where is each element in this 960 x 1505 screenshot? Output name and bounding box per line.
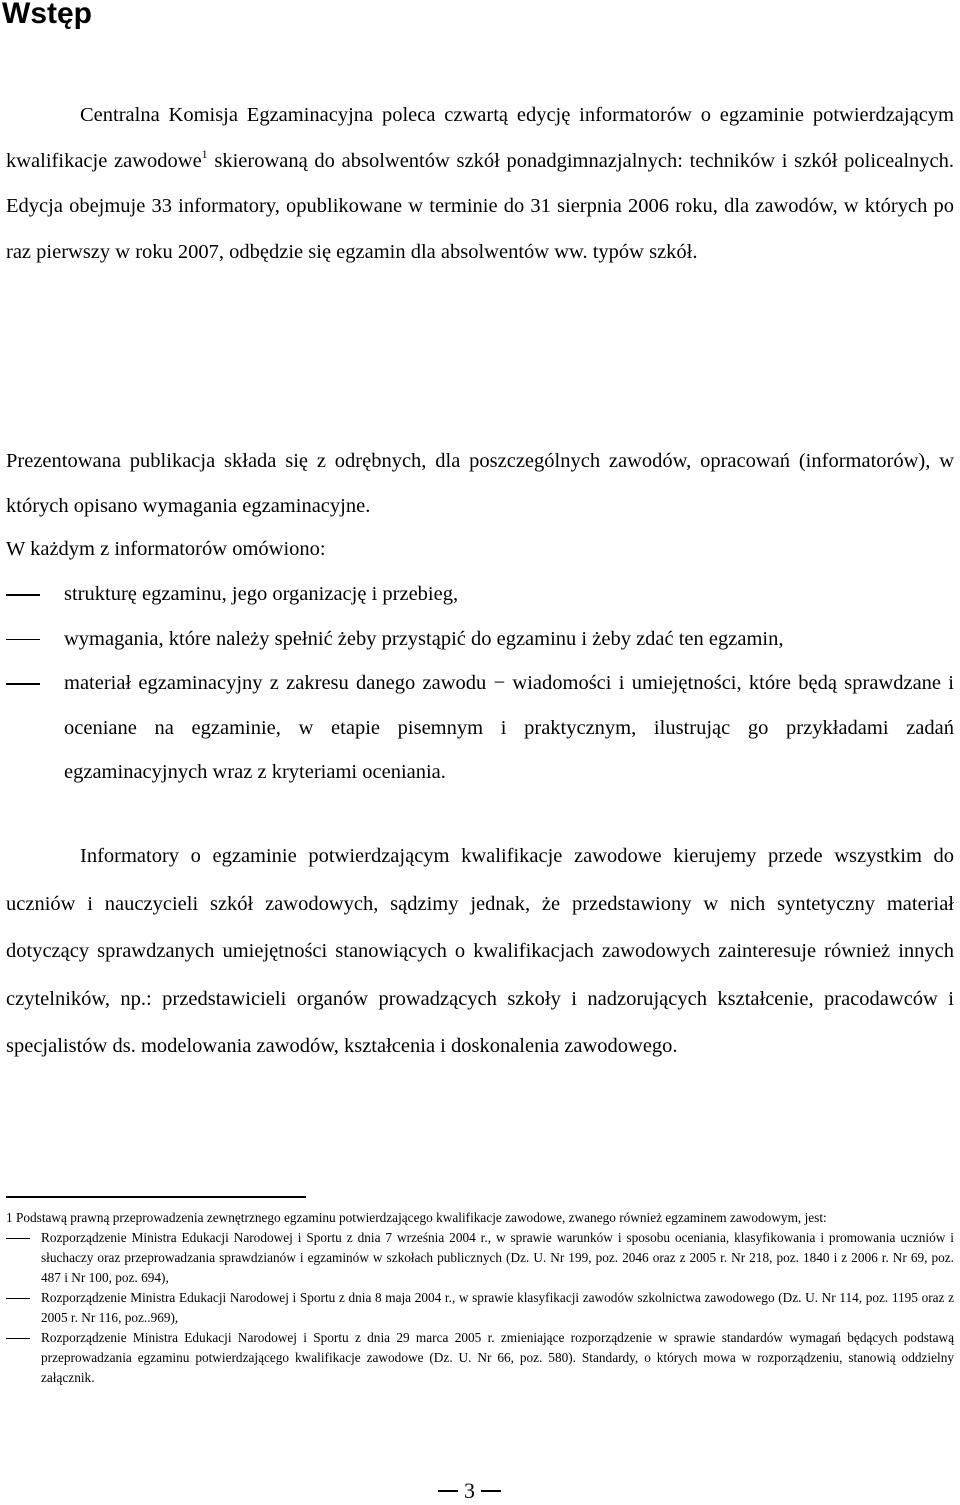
footnote-list [6, 1228, 954, 1388]
footnote-item [6, 1288, 954, 1328]
audience-paragraph-text: Informatory o egzaminie potwierdzającym kwalifikacje zawodowe kierujemy przede wszystkim do uczniów i nauczycieli szkół zawodowych, sądzimy jednak, że przedstawiony w nich syntetyczny materiał dotyczący sprawdzanych umiejętności stanowiących o kwalifikacjach zawodowych zainteresuje również innych czytelników, np.: przedstawicieli organów prowadzących szkoły i nadzorujących kształcenie, pracodawców i specjalistów ds. modelowania zawodów, kształcenia i doskonalenia zawodowego. [6, 845, 954, 1057]
list-item-text: materiał egzaminacyjny z zakresu danego zawodu − wiadomości i umiejętności, które będą sprawdzane i oceniane na egzaminie, w etapie pisemnym i praktycznym, ilustrując go przykładami zadań egzaminacyjnych wraz z kryteriami oceniania. [64, 672, 954, 783]
list-item [6, 617, 954, 662]
footnote-item-text: Rozporządzenie Ministra Edukacji Narodowej i Sportu z dnia 29 marca 2005 r. zmieniające rozporządzenie w sprawie standardów wymagań będących podstawą przeprowadzania egzaminu potwierdzającego kwalifikacje zawodowe (Dz. U. Nr 66, poz. 580). Standardy, o których mowa w rozporządzeniu, stanowią oddzielny załącznik. [41, 1330, 954, 1385]
page-number-dash-right [481, 1490, 501, 1492]
dash-bullet-icon [6, 683, 40, 685]
page-number [438, 1478, 501, 1504]
dash-bullet-icon [6, 1238, 30, 1239]
footnote-reference: 1 [201, 146, 208, 161]
footnote-item [6, 1328, 954, 1388]
intro-paragraph [6, 93, 954, 275]
footnote-item-text: Rozporządzenie Ministra Edukacji Narodowej i Sportu z dnia 7 września 2004 r., w sprawie warunków i sposobu oceniania, klasyfikowania i promowania uczniów i słuchaczy oraz przeprowadzania sprawdzianów i egzaminów w szkołach publicznych (Dz. U. Nr 199, poz. 2046 oraz z 2005 r. Nr 218, poz. 1840 i z 2006 r. Nr 69, poz. 487 i Nr 100, poz. 694), [41, 1230, 954, 1285]
list-item [6, 572, 954, 617]
audience-paragraph [6, 833, 954, 1071]
footnote-item [6, 1228, 954, 1288]
dash-bullet-icon [6, 594, 40, 596]
dash-bullet-icon [6, 639, 40, 641]
page-number-value: 3 [464, 1478, 475, 1503]
dash-bullet-icon [6, 1338, 30, 1339]
footnote-text: 1 Podstawą prawną przeprowadzenia zewnętrznego egzaminu potwierdzającego kwalifikacje zawodowe, zwanego również egzaminem zawodowym, jest: [6, 1210, 827, 1225]
list-item [6, 661, 954, 795]
intro-paragraph-part2: skierowaną do absolwentów szkół ponadgimnazjalnych: techników i szkół policealnych. Edycja obejmuje 33 informatory, opublikowane w terminie do 31 sierpnia 2006 roku, dla zawodów, w których po raz pierwszy w roku 2007, odbędzie się egzamin dla absolwentów ww. typów szkół. [6, 149, 954, 263]
intro-paragraph-part1: Centralna Komisja Egzaminacyjna poleca czwartą edycję informatorów o egzaminie potwierdzającym kwalifikacje zawodowe [6, 104, 954, 172]
list-item-text: strukturę egzaminu, jego organizację i przebieg, [64, 583, 459, 605]
footnote-separator [6, 1196, 306, 1198]
page-number-dash-left [438, 1490, 458, 1492]
list-intro: W każdym z informatorów omówiono: [6, 538, 326, 560]
contents-list [6, 572, 954, 795]
footnote [6, 1208, 954, 1388]
dash-bullet-icon [6, 1298, 30, 1299]
footnote-item-text: Rozporządzenie Ministra Edukacji Narodowej i Sportu z dnia 8 maja 2004 r., w sprawie klasyfikacji zawodów szkolnictwa zawodowego (Dz. U. Nr 114, poz. 1195 oraz z 2005 r. Nr 116, poz..969), [41, 1290, 954, 1325]
publication-paragraph: Prezentowana publikacja składa się z odrębnych, dla poszczególnych zawodów, opracowań (informatorów), w których opisano wymagania egzaminacyjne. [6, 450, 954, 517]
page-title: Wstęp [2, 0, 92, 30]
list-item-text: wymagania, które należy spełnić żeby przystąpić do egzaminu i żeby zdać ten egzamin, [64, 627, 784, 650]
